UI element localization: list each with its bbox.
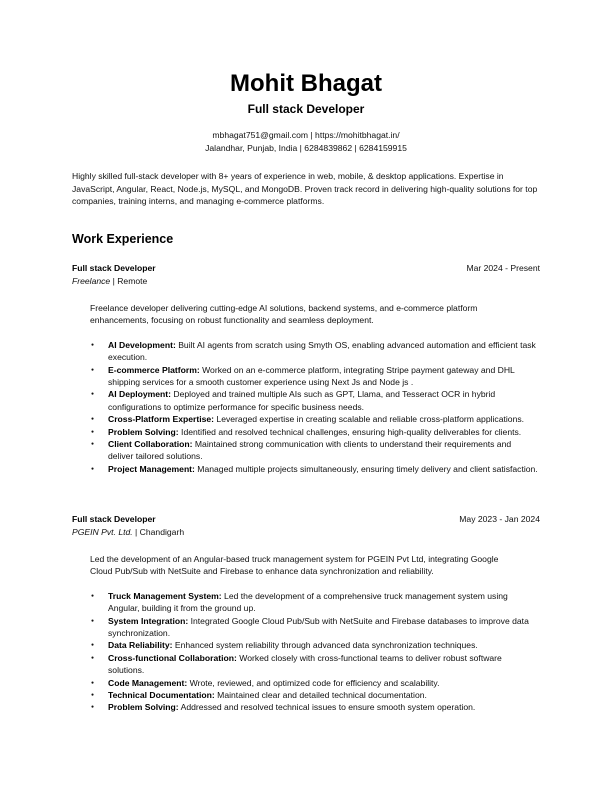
bullet-label: E-commerce Platform: xyxy=(108,364,200,375)
job-description: Freelance developer delivering cutting-edge AI solutions, backend systems, and e-commerce platform enhancements, focusing on robust functionality and seamless deployment. xyxy=(90,303,478,326)
bullet-label: Client Collaboration: xyxy=(108,439,193,450)
bullet-text: Addressed and resolved technical issues to ensure smooth system operation. xyxy=(178,702,476,713)
bullet-text: Worked on an e-commerce platform, integrating Stripe payment gateway and DHL shipping services for a smooth customer experience using Next Js and Node js . xyxy=(108,364,515,388)
bullet-label: Truck Management System: xyxy=(108,590,222,601)
list-item xyxy=(72,677,538,689)
bullet-icon: ● xyxy=(91,617,95,624)
job-location: | Chandigarh xyxy=(132,527,185,537)
job-bullets xyxy=(72,339,540,475)
bullet-icon: ● xyxy=(91,341,95,348)
bullet-label: Code Management: xyxy=(108,677,188,688)
job-title: Full stack Developer xyxy=(72,263,156,273)
bullet-icon: ● xyxy=(91,416,95,423)
candidate-title: Full stack Developer xyxy=(247,102,365,116)
bullet-icon: ● xyxy=(91,441,95,448)
job-header xyxy=(72,262,540,275)
bullet-text: Leveraged expertise in creating scalable and reliable cross-platform applications. xyxy=(214,414,525,425)
job-header xyxy=(72,513,540,526)
bullet-icon: ● xyxy=(91,428,95,435)
list-item xyxy=(72,438,538,463)
bullet-icon: ● xyxy=(91,391,95,398)
job-company-line xyxy=(72,526,540,539)
job-company-line xyxy=(72,275,540,288)
bullet-text: Wrote, reviewed, and optimized code for efficiency and scalability. xyxy=(187,677,440,688)
job-bullets xyxy=(72,590,540,714)
bullet-icon: ● xyxy=(91,592,95,599)
bullet-text: Identified and resolved technical challenges, ensuring high-quality deliverables for clients. xyxy=(178,426,522,437)
bullet-label: Data Reliability: xyxy=(108,640,173,651)
list-item xyxy=(72,652,538,677)
bullet-icon: ● xyxy=(91,692,95,699)
contact-email-website: mbhagat751@gmail.com | https://mohitbhagat.in/ xyxy=(212,130,400,140)
list-item xyxy=(72,615,538,640)
bullet-text: Deployed and trained multiple AIs such as GPT, Llama, and Tesseract OCR in hybrid configurations to optimize performance for specific business needs. xyxy=(108,389,496,412)
bullet-label: Cross-Platform Expertise: xyxy=(108,414,215,425)
list-item xyxy=(72,413,538,425)
contact-location-phone: Jalandhar, Punjab, India | 6284839862 | 6284159915 xyxy=(205,143,407,153)
bullet-icon: ● xyxy=(91,465,95,472)
bullet-label: Project Management: xyxy=(108,463,195,474)
company-name: PGEIN Pvt. Ltd. xyxy=(72,527,133,537)
list-item xyxy=(72,364,538,389)
bullet-label: Problem Solving: xyxy=(108,426,179,437)
list-item xyxy=(72,388,538,413)
bullet-text: Led the development of a comprehensive truck management system using Angular, building it from the ground up. xyxy=(108,590,508,614)
bullet-label: Technical Documentation: xyxy=(108,690,215,701)
candidate-name: Mohit Bhagat xyxy=(230,70,382,97)
job-dates: May 2023 - Jan 2024 xyxy=(459,514,540,524)
job-description: Led the development of an Angular-based truck management system for PGEIN Pvt Ltd, integrating Google Cloud Pub/Sub with NetSuite and Firebase to enhance data synchronization and reliability. xyxy=(90,554,499,577)
list-item xyxy=(72,463,538,475)
bullet-text: Enhanced system reliability through advanced data synchronization techniques. xyxy=(172,640,478,651)
job-entry xyxy=(72,262,540,475)
list-item xyxy=(72,426,538,438)
bullet-text: Worked closely with cross-functional teams to deliver robust software solutions. xyxy=(108,652,502,676)
bullet-label: System Integration: xyxy=(108,615,189,626)
bullet-text: Built AI agents from scratch using Smyth OS, enabling advanced automation and efficient task execution. xyxy=(108,339,536,363)
job-location: | Remote xyxy=(110,276,148,286)
bullet-text: Managed multiple projects simultaneously, ensuring timely delivery and client satisfaction. xyxy=(194,463,538,474)
job-dates: Mar 2024 - Present xyxy=(466,263,540,273)
bullet-label: AI Development: xyxy=(108,339,176,350)
job-title: Full stack Developer xyxy=(72,514,156,524)
summary: Highly skilled full-stack developer with 8+ years of experience in web, mobile, & desktop applications. Expertise in JavaScript, Angular, React, Node.js, MySQL, and MongoDB. Proven track record in delivering high-quality solutions for top companies, training interns, and managing e-commerce platforms. xyxy=(72,171,538,207)
bullet-text: Maintained clear and detailed technical documentation. xyxy=(214,690,427,701)
job-entry xyxy=(72,513,540,714)
list-item xyxy=(72,701,538,713)
bullet-icon: ● xyxy=(91,704,95,711)
bullet-label: Cross-functional Collaboration: xyxy=(108,652,237,663)
list-item xyxy=(72,590,538,615)
section-heading-work-experience: Work Experience xyxy=(72,232,174,246)
bullet-label: AI Deployment: xyxy=(108,389,172,400)
bullet-label: Problem Solving: xyxy=(108,702,179,713)
bullet-icon: ● xyxy=(91,679,95,686)
bullet-text: Maintained strong communication with clients to understand their requirements and deliver tailored solutions. xyxy=(108,439,512,462)
bullet-icon: ● xyxy=(91,366,95,373)
bullet-text: Integrated Google Cloud Pub/Sub with NetSuite and Firebase databases to improve data synchronization. xyxy=(108,615,529,639)
bullet-icon: ● xyxy=(91,642,95,649)
bullet-icon: ● xyxy=(91,654,95,661)
list-item xyxy=(72,339,538,364)
list-item xyxy=(72,639,538,651)
list-item xyxy=(72,689,538,701)
company-name: Freelance xyxy=(72,276,111,286)
